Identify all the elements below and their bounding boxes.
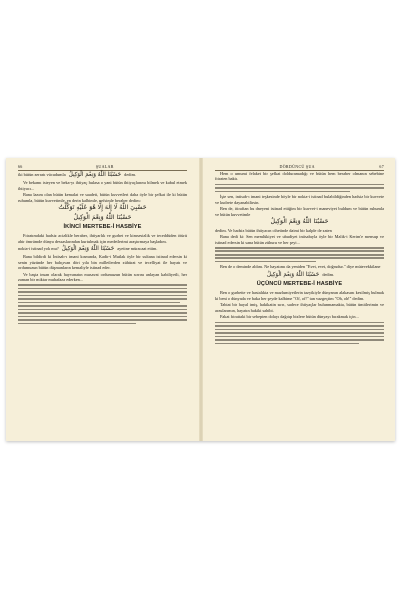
paragraph: nokta-i istinad yok mu? حَسْبُنَا اللّٰهُ وَنِعْمَ الْوَكِيلُ ayetine müracaat ettim.	[18, 246, 158, 253]
paragraph: Ve bekamı isteyen ve beka-yı ihtiyaç hulasa o yani bütün ihtiyaçlarımı bilmek ve kabul etmek ihtiyacı...	[18, 180, 187, 191]
paragraph: Fıtratımdaki hadsiz acizlikle beraber, ihtiyarlık ve gurbet ve kimsesizlik ve teceddüden ötürü ahir ömrümde dünya dessaslarından kurtulmak için medetlerimi araştırmaya başladım.	[18, 233, 187, 244]
right-page	[203, 158, 396, 441]
text-lines	[215, 247, 384, 263]
section-heading: ÜÇÜNCÜ MERTEBE-İ HASBİYE	[256, 280, 343, 287]
left-running-title: ŞUALAR	[95, 164, 114, 169]
arabic-phrase: حَسْبُنَا اللّٰهُ وَنِعْمَ الْوَكِيلُ	[68, 172, 122, 178]
right-running-title: DÖRDÜNCÜ ŞUA	[279, 164, 315, 169]
text-lines	[18, 284, 187, 324]
paragraph: Bana dedi ki: Sen memlükiyet ve ubudiyet intisabıyla öyle bir Malik-i Kerim'e mensup ve istinad edersin ki sana bütün zühuru ve her şeyi...	[215, 234, 384, 245]
left-page-number: 66	[18, 164, 23, 169]
arabic-phrase: حَسْبُنَا اللّٰهُ وَنِعْمَ الْوَكِيلُ	[61, 246, 115, 253]
paragraph: Bana bildirdi ki İntisab-ı imani kısmında, Kadir-i Mutlak öyle bir sultana istinad edersin ki senin yüzünde her bahçıvan dört yıla bin milletlerden zühürat ve tecelliyat ile hayatı ve ordumuzun bütün düşmanların kemaliyle istinad eder.	[18, 254, 187, 271]
book-spread	[6, 158, 395, 441]
paragraph: iki bütün zerratı vücudumla حَسْبُنَا اللّٰهُ وَنِعْمَ الْوَكِيلُ dedim.	[18, 172, 136, 178]
paragraph: Ben o gurbette ve hastalıkta ve mazlumiyetlerin tazyikiyle dünyanın alakasını kesilmiş bulmak ki beni o dünyada ve baka her şeyde kalbime "Of, of!" tan vazgeçtim "Oh, oh!" dedim.	[215, 290, 384, 301]
paragraph: Ben de, itiraftan hu dneyeni istinad ettiğim bir kuvvet-i maneviyet buldum ve bütün ruhumla ve bütün kuvvetimle	[215, 206, 384, 217]
text-lines	[215, 322, 384, 345]
left-running-head	[18, 164, 187, 171]
right-page-number: 67	[379, 164, 384, 169]
section-heading: İKİNCİ MERTEBE-İ HASBİYE	[63, 223, 142, 230]
paragraph: Bana lazım olan bütün kemalat ve saadeti, bütün kuvvetleri daha öyle bir şefkat ile ki bütün ruhumla, bütün kuvvetimle, en derin kalbimle, nefsimle beraber dedim:	[18, 192, 187, 203]
text-lines	[215, 184, 384, 193]
right-page-body	[215, 171, 384, 437]
paragraph: Ve başta insan olarak hayvanatın musavat ordumuzun bütün sırrını anlayan kabiliyetli, her zaman bir miktar muhafaza ederken...	[18, 271, 187, 283]
paragraph: حَسْبُنَا اللّٰهُ وَنِعْمَ الْوَكِيلُ dedim.	[266, 271, 335, 278]
arabic-verse: حَسْبُنَا اللّٰهُ وَنِعْمَ الْوَكِيلُ	[73, 213, 132, 221]
paragraph: Tabiat bir hayal imiş, hakikatin sırrı, sadece ihtiyaçlar bulunmamakta, bütün ümitlerimin ve arzularımın, hayatın hakiki sahibi.	[215, 302, 384, 313]
arabic-phrase: حَسْبُنَا اللّٰهُ وَنِعْمَ الْوَكِيلُ	[266, 271, 320, 278]
paragraph: İşte sen, intisab-ı imani teşkesinde böyle bir nokta-i istinad bulabildiğinden hadsiz bir kuvvete ve kudrete dayanabilirsin.	[215, 194, 384, 205]
paragraph: Hem o umumi felaket bir şefkat dolduramadığı ve bütün hem beraber olmanın sebebine fıtraten baktı.	[215, 171, 384, 182]
paragraph: Fakat fıtrattaki bir sebepten dolayı dağıtıp bizlere bütün dünyayı bırakmak için...	[220, 314, 359, 320]
right-running-head	[215, 164, 384, 171]
arabic-verse: حَسْبِيَ اللّٰهُ لَا إِلٰهَ إِلَّا هُوَ عَلَيْهِ تَوَكَّلْتُ	[58, 204, 147, 212]
paragraph: Ben de o deminde aldım. Ne hayatımı da yeniden "Evet, evet, doğrudur." diye mütevekkilane	[220, 264, 381, 270]
arabic-verse: حَسْبُنَا اللّٰهُ وَنِعْمَ الْوَكِيلُ	[270, 218, 329, 226]
left-page	[6, 158, 199, 441]
left-page-body	[18, 171, 187, 437]
inline-text: dedim.	[124, 172, 136, 177]
paragraph: dedim. Ve hadsiz bütün ihtiyacın cihetinde daimi bir kalple de zaten	[215, 227, 332, 233]
